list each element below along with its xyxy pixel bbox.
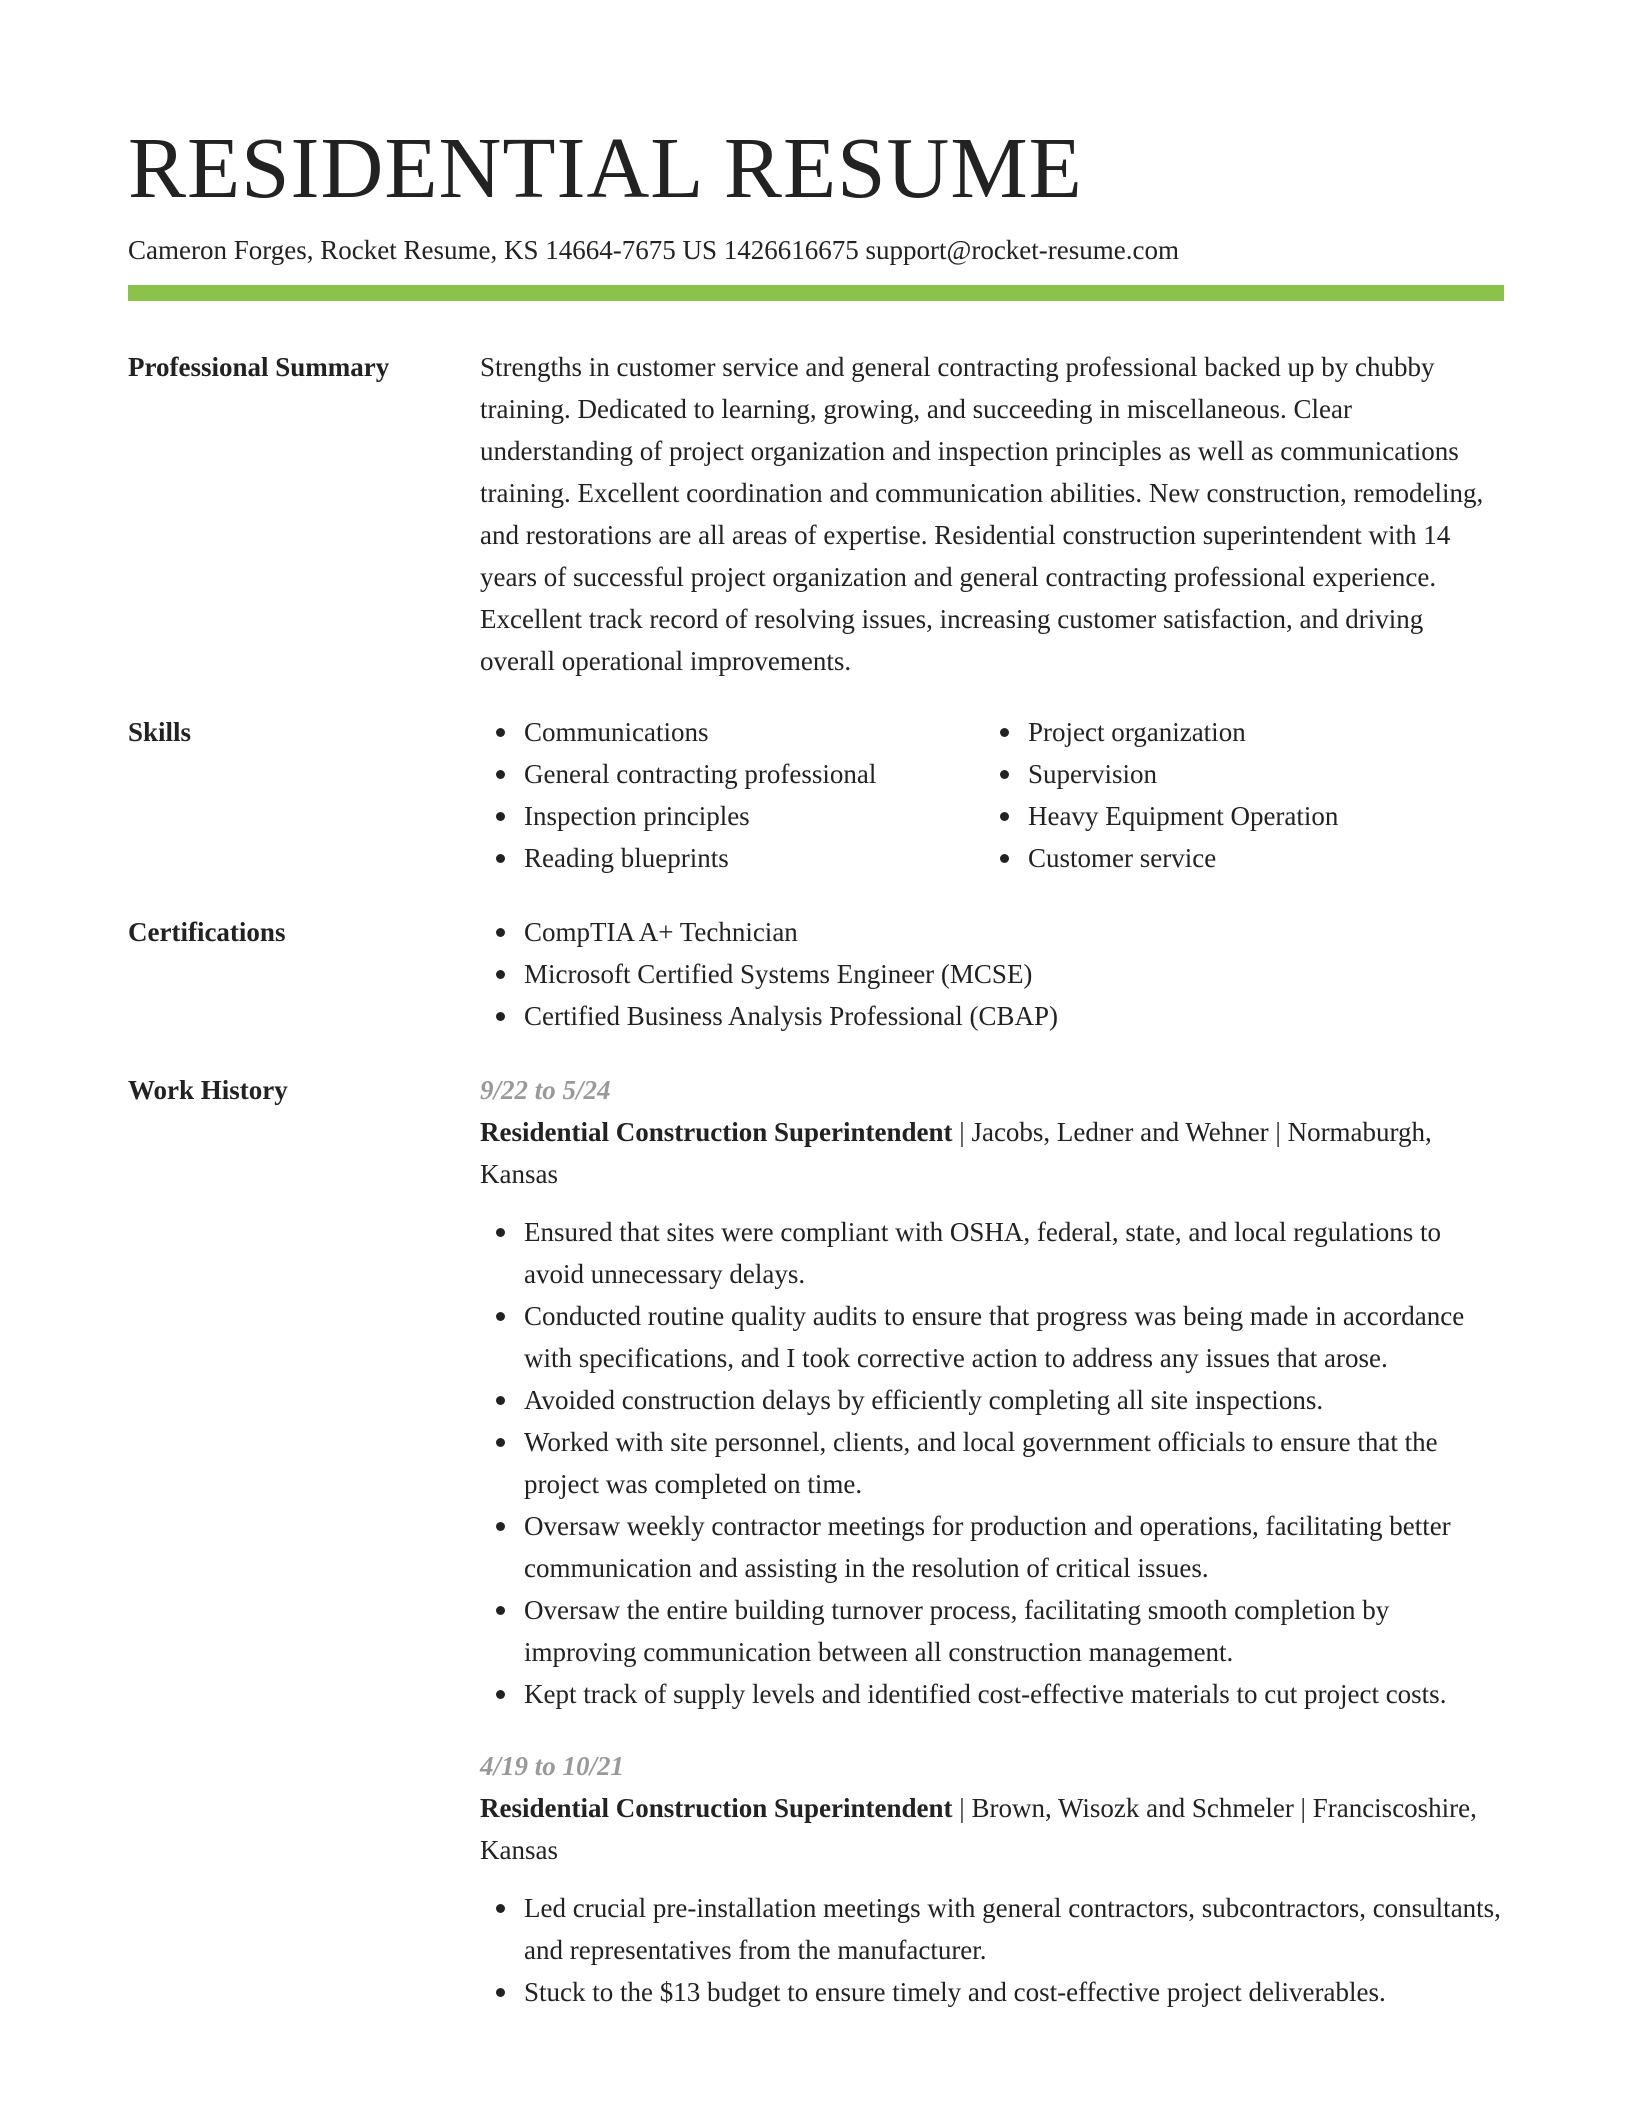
job-bullet: Avoided construction delays by efficiently completing all site inspections. — [524, 1379, 1504, 1421]
skills-grid — [480, 711, 1504, 879]
job-dates: 4/19 to 10/21 — [480, 1751, 625, 1781]
skill-item: General contracting professional — [524, 753, 984, 795]
certifications-heading: Certifications — [128, 917, 286, 947]
skill-item: Heavy Equipment Operation — [1028, 795, 1488, 837]
summary-text: Strengths in customer service and general contracting professional backed up by chubby training. Dedicated to learning, growing, and succeeding in miscellaneous. Clear understanding of project organization and inspection principles as well as communications training. Excellent coordination and communication abilities. New construction, remodeling, and restorations are all areas of expertise. Residential construction superintendent with 14 years of successful project organization and general contracting professional experience. Excellent track record of resolving issues, increasing customer satisfaction, and driving overall operational improvements. — [480, 352, 1484, 676]
job-bullet: Worked with site personnel, clients, and local government officials to ensure that the project was completed on time. — [524, 1421, 1504, 1505]
skills-column-left — [480, 711, 984, 879]
job-bullet: Ensured that sites were compliant with OSHA, federal, state, and local regulations to avoid unnecessary delays. — [524, 1211, 1504, 1295]
contact-email: support@rocket-resume.com — [865, 235, 1179, 265]
resume-title: RESIDENTIAL RESUME — [128, 119, 1083, 216]
certifications-list — [480, 911, 1504, 1037]
skills-list-left — [480, 711, 984, 879]
summary-heading: Professional Summary — [128, 352, 390, 382]
job-details: | Jacobs, Ledner and Wehner | Normaburgh, Kansas — [480, 1117, 1432, 1189]
job-heading — [480, 1111, 1504, 1195]
contact-address: Rocket Resume, KS 14664-7675 US — [320, 235, 717, 265]
certifications-body — [480, 911, 1504, 1037]
job-bullets — [480, 1887, 1504, 2013]
certification-item: Microsoft Certified Systems Engineer (MCSE) — [524, 953, 1504, 995]
job-bullet: Led crucial pre-installation meetings with general contractors, subcontractors, consultants, and representatives from the manufacturer. — [524, 1887, 1504, 1971]
job-dates: 9/22 to 5/24 — [480, 1075, 611, 1105]
skill-item: Supervision — [1028, 753, 1488, 795]
work-history-body — [480, 1069, 1504, 2013]
job-bullet: Conducted routine quality audits to ensure that progress was being made in accordance with specifications, and I took corrective action to address any issues that arose. — [524, 1295, 1504, 1379]
skill-item: Communications — [524, 711, 984, 753]
job-bullet: Oversaw the entire building turnover process, facilitating smooth completion by improving communication between all construction management. — [524, 1589, 1504, 1673]
skill-item: Customer service — [1028, 837, 1488, 879]
accent-divider — [128, 285, 1504, 301]
job-details: | Brown, Wisozk and Schmeler | Franciscoshire, Kansas — [480, 1793, 1477, 1865]
job-bullet: Kept track of supply levels and identified cost-effective materials to cut project costs. — [524, 1673, 1504, 1715]
summary-body — [480, 346, 1504, 682]
job-heading — [480, 1787, 1504, 1871]
skill-item: Project organization — [1028, 711, 1488, 753]
skill-item: Reading blueprints — [524, 837, 984, 879]
job-title: Residential Construction Superintendent — [480, 1793, 953, 1823]
contact-phone: 1426616675 — [723, 235, 859, 265]
job-title: Residential Construction Superintendent — [480, 1117, 953, 1147]
contact-line — [128, 232, 1179, 268]
work-history-heading: Work History — [128, 1075, 288, 1105]
job-bullet: Stuck to the $13 budget to ensure timely and cost-effective project deliverables. — [524, 1971, 1504, 2013]
job-bullet: Oversaw weekly contractor meetings for production and operations, facilitating better communication and assisting in the resolution of critical issues. — [524, 1505, 1504, 1589]
job-entry — [480, 1745, 1504, 2013]
contact-name: Cameron Forges, — [128, 235, 314, 265]
skills-heading: Skills — [128, 717, 192, 747]
skills-list-right — [984, 711, 1488, 879]
skills-column-right — [984, 711, 1488, 879]
certification-item: Certified Business Analysis Professional (CBAP) — [524, 995, 1504, 1037]
job-bullets — [480, 1211, 1504, 1715]
certification-item: CompTIA A+ Technician — [524, 911, 1504, 953]
skill-item: Inspection principles — [524, 795, 984, 837]
job-entry — [480, 1069, 1504, 1715]
skills-body — [480, 711, 1504, 879]
